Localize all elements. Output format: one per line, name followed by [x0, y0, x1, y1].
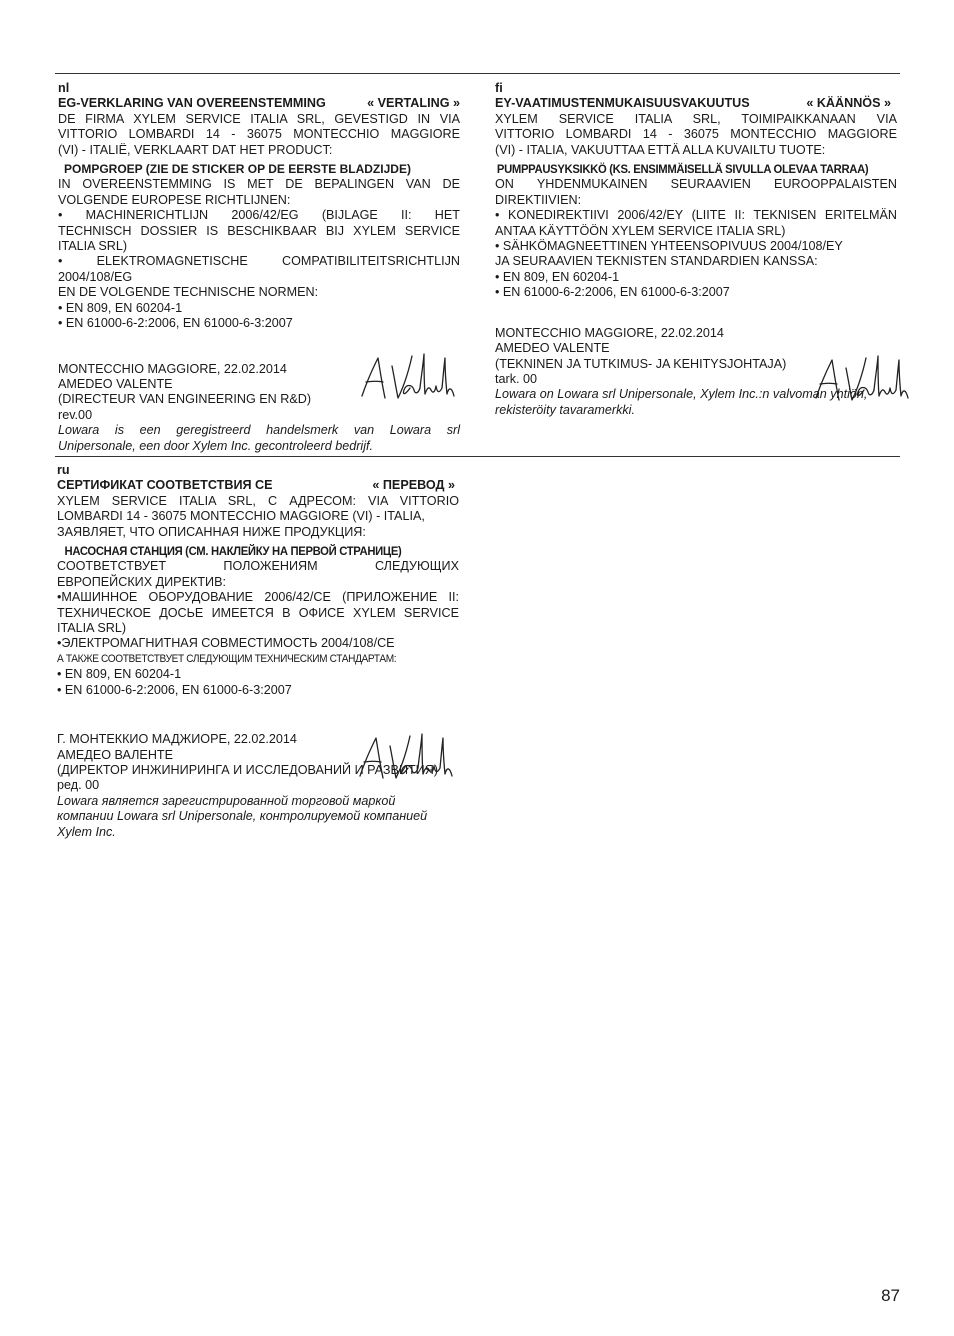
section-heading — [57, 478, 459, 493]
trademark-line: Lowara является зарегистрированной торговой маркой — [57, 793, 396, 808]
section-heading — [495, 96, 897, 111]
lang-code: fi — [495, 81, 503, 95]
body-line: 2004/108/EG — [58, 269, 133, 284]
revision: tark. 00 — [495, 371, 537, 386]
trademark-line: Lowara on Lowara srl Unipersonale, Xylem Inc.:n valvoman yhtiön, — [495, 387, 868, 402]
title: EG-VERKLARING VAN OVEREENSTEMMING — [58, 96, 326, 111]
intro-line: LOMBARDI 14 - 36075 MONTECCHIO MAGGIORE (VI) - ITALIA, — [57, 509, 425, 524]
lang-code: ru — [57, 463, 70, 477]
body-line: • SÄHKÖMAGNEETTINEN YHTEENSOPIVUUS 2004/108/EY — [495, 239, 843, 254]
sign-place-date: Г. МОНТЕККИО МАДЖИОРЕ, 22.02.2014 — [57, 732, 297, 747]
body-line: •ЭЛЕКТРОМАГНИТНАЯ СОВМЕСТИМОСТЬ 2004/108/CE — [57, 636, 395, 651]
intro-line: VITTORIO LOMBARDI 14 - 36075 MONTECCHIO MAGGIORE — [58, 127, 460, 142]
translation-label: « KÄÄNNÖS » — [806, 96, 891, 111]
body-line: ЕВРОПЕЙСКИХ ДИРЕКТИВ: — [57, 574, 226, 589]
translation-label: « ПЕРЕВОД » — [372, 478, 455, 493]
trademark-line: компании Lowara srl Unipersonale, контролируемой компанией — [57, 809, 428, 824]
signatory-title: (ДИРЕКТОР ИНЖИНИРИНГА И ИССЛЕДОВАНИЙ И РАЗВИТИЯ) — [57, 762, 439, 777]
sign-place-date: MONTECCHIO MAGGIORE, 22.02.2014 — [58, 361, 287, 376]
middle-rule — [55, 456, 900, 457]
standard-line: • EN 61000-6-2:2006, EN 61000-6-3:2007 — [57, 682, 292, 697]
body-line: • KONEDIREKTIIVI 2006/42/EY (LIITE II: TEKNISEN ERITELMÄN — [495, 208, 897, 223]
standards-intro: А ТАКЖЕ СООТВЕТСТВУЕТ СЛЕДУЮЩИМ ТЕХНИЧЕСКИМ СТАНДАРТАМ: — [57, 652, 397, 665]
signatory-title: (TEKNINEN JA TUTKIMUS- JA KEHITYSJOHTAJA) — [495, 356, 787, 371]
signatory-name: AMEDEO VALENTE — [58, 376, 173, 391]
sign-place-date: MONTECCHIO MAGGIORE, 22.02.2014 — [495, 325, 724, 340]
body-line: • EN 61000-6-2:2006, EN 61000-6-3:2007 — [58, 316, 293, 331]
body-line: ITALIA SRL) — [58, 239, 128, 254]
trademark-line: rekisteröity tavaramerkki. — [495, 402, 635, 417]
page-number: 87 — [881, 1286, 900, 1305]
intro-line: XYLEM SERVICE ITALIA SRL, TOIMIPAIKKANAAN VIA — [495, 111, 897, 126]
intro-line: (VI) - ITALIA, VAKUUTTAA ETTÄ ALLA KUVAILTU TUOTE: — [495, 142, 826, 157]
top-rule — [55, 73, 900, 74]
body-line: VOLGENDE EUROPESE RICHTLIJNEN: — [58, 192, 291, 207]
standard-line: • EN 809, EN 60204-1 — [57, 667, 182, 682]
body-line: ANTAA KÄYTTÖÖN XYLEM SERVICE ITALIA SRL) — [495, 223, 786, 238]
intro-line: ЗАЯВЛЯЕТ, ЧТО ОПИСАННАЯ НИЖЕ ПРОДУКЦИЯ: — [57, 524, 366, 539]
trademark-line: Unipersonale, een door Xylem Inc. gecontroleerd bedrijf. — [58, 438, 374, 453]
signatory-title: (DIRECTEUR VAN ENGINEERING EN R&D) — [58, 392, 312, 407]
trademark-line: Lowara is een geregistreerd handelsmerk van Lowara srl — [58, 423, 460, 438]
product-name: POMPGROEP (ZIE DE STICKER OP DE EERSTE BLADZIJDE) — [64, 162, 411, 177]
body-line: ON YHDENMUKAINEN SEURAAVIEN EUROOPPALAISTEN — [495, 177, 897, 192]
body-line: •МАШИННОЕ ОБОРУДОВАНИЕ 2006/42/CE (ПРИЛОЖЕНИЕ II: — [57, 590, 459, 605]
intro-line: (VI) - ITALIË, VERKLAART DAT HET PRODUCT: — [58, 142, 333, 157]
trademark-line: Xylem Inc. — [57, 824, 116, 839]
title: EY-VAATIMUSTENMUKAISUUSVAKUUTUS — [495, 96, 750, 111]
body-line: • EN 61000-6-2:2006, EN 61000-6-3:2007 — [495, 285, 730, 300]
body-line: • EN 809, EN 60204-1 — [58, 300, 183, 315]
body-line: • EN 809, EN 60204-1 — [495, 269, 620, 284]
body-line: DIREKTIIVIEN: — [495, 192, 582, 207]
title: СЕРТИФИКАТ СООТВЕТСТВИЯ СЕ — [57, 478, 273, 493]
body-line: СООТВЕТСТВУЕТ ПОЛОЖЕНИЯМ СЛЕДУЮЩИХ — [57, 559, 459, 574]
signature-nl — [352, 348, 457, 406]
body-line: TECHNISCH DOSSIER IS BESCHIKBAAR BIJ XYLEM SERVICE — [58, 223, 460, 238]
body-line: ITALIA SRL) — [57, 621, 127, 636]
lang-code: nl — [58, 81, 70, 95]
signatory-name: AMEDEO VALENTE — [495, 341, 610, 356]
product-name: НАСОСНАЯ СТАНЦИЯ (СМ. НАКЛЕЙКУ НА ПЕРВОЙ СТРАНИЦЕ) — [64, 544, 402, 559]
body-line: JA SEURAAVIEN TEKNISTEN STANDARDIEN KANSSA: — [495, 254, 818, 269]
revision: rev.00 — [58, 407, 93, 422]
body-line: EN DE VOLGENDE TECHNISCHE NORMEN: — [58, 285, 319, 300]
revision: ред. 00 — [57, 778, 100, 793]
body-line: • MACHINERICHTLIJN 2006/42/EG (BIJLAGE II: HET — [58, 208, 460, 223]
intro-line: XYLEM SERVICE ITALIA SRL, С АДРЕСОМ: VIA VITTORIO — [57, 493, 459, 508]
section-heading — [58, 96, 460, 111]
signature-fi — [806, 350, 911, 408]
translation-label: « VERTALING » — [367, 96, 460, 111]
intro-line: VITTORIO LOMBARDI 14 - 36075 MONTECCHIO MAGGIORE — [495, 127, 897, 142]
body-line: IN OVEREENSTEMMING IS MET DE BEPALINGEN VAN DE — [58, 177, 460, 192]
signatory-name: АМЕДЕО ВАЛЕНТЕ — [57, 747, 174, 762]
product-name: PUMPPAUSYKSIKKÖ (KS. ENSIMMÄISELLÄ SIVULLA OLEVAA TARRAA) — [496, 162, 869, 177]
body-line: ТЕХНИЧЕСКОЕ ДОСЬЕ ИМЕЕТСЯ В ОФИСЕ XYLEM SERVICE — [57, 605, 459, 620]
intro-line: DE FIRMA XYLEM SERVICE ITALIA SRL, GEVESTIGD IN VIA — [58, 111, 460, 126]
signature-ru — [350, 728, 455, 786]
body-line: • ELEKTROMAGNETISCHE COMPATIBILITEITSRICHTLIJN — [58, 254, 460, 269]
